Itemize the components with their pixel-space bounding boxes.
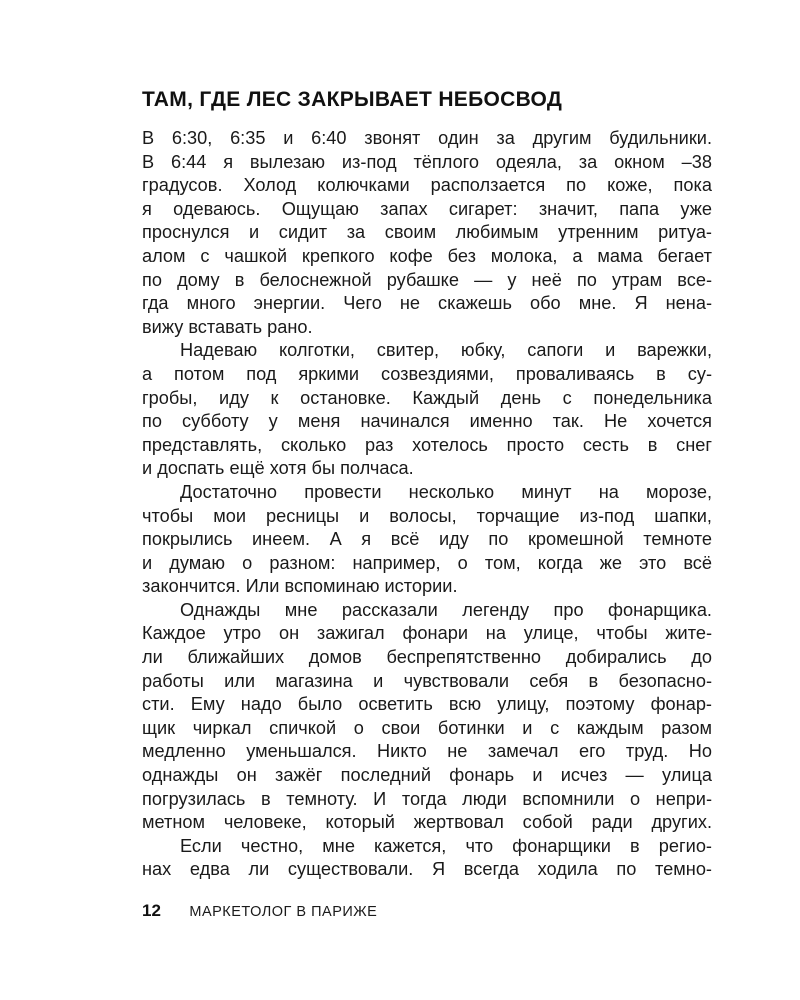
- text-line: представлять, сколько раз хотелось просто сесть в снег: [142, 434, 712, 455]
- chapter-title: ТАМ, ГДЕ ЛЕС ЗАКРЫВАЕТ НЕБОСВОД: [142, 88, 563, 111]
- text-line: ли ближайших домов беспрепятственно добирались до: [142, 647, 712, 668]
- paragraph: [142, 127, 712, 339]
- paragraph: [142, 835, 712, 882]
- text-line: медленно уменьшался. Никто не замечал его труд. Но: [142, 741, 712, 762]
- text-line: погрузилась в темноту. И тогда люди вспомнили о непри-: [142, 788, 712, 809]
- running-title: МАРКЕТОЛОГ В ПАРИЖЕ: [189, 904, 378, 920]
- body-text: [142, 127, 712, 882]
- paragraph: [142, 339, 712, 481]
- text-line: В 6:44 я вылезаю из-под тёплого одеяла, за окном –38: [142, 151, 712, 172]
- text-line: по дому в белоснежной рубашке — у неё по утрам все-: [142, 269, 712, 290]
- text-line: В 6:30, 6:35 и 6:40 звонят один за другим будильники.: [142, 128, 712, 148]
- text-line: по субботу у меня начинался именно так. Не хочется: [142, 411, 712, 432]
- text-line: Однажды мне рассказали легенду про фонарщика.: [180, 599, 712, 620]
- text-line: я одеваюсь. Ощущаю запах сигарет: значит, папа уже: [142, 198, 712, 219]
- text-line: Если честно, мне кажется, что фонарщики в регио-: [180, 835, 712, 856]
- text-line: работы или магазина и чувствовали себя в безопасно-: [142, 670, 712, 691]
- text-line: щик чиркал спичкой о свои ботинки и с каждым разом: [142, 717, 712, 738]
- text-line: алом с чашкой крепкого кофе без молока, а мама бегает: [142, 245, 712, 266]
- text-line: чтобы мои ресницы и волосы, торчащие из-под шапки,: [142, 505, 712, 526]
- text-line: метном человеке, который жертвовал собой ради других.: [142, 812, 712, 833]
- text-line: Каждое утро он зажигал фонари на улице, чтобы жите-: [142, 623, 712, 644]
- book-page: [142, 0, 712, 1000]
- text-line: закончится. Или вспоминаю истории.: [142, 576, 458, 597]
- page-number: 12: [142, 901, 161, 920]
- text-line: Достаточно провести несколько минут на морозе,: [180, 481, 712, 502]
- text-line: Надеваю колготки, свитер, юбку, сапоги и варежки,: [180, 340, 712, 361]
- text-line: сти. Ему надо было осветить всю улицу, поэтому фонар-: [142, 694, 712, 715]
- text-line: гробы, иду к остановке. Каждый день с понедельника: [142, 387, 712, 408]
- text-line: а потом под яркими созвездиями, проваливаясь в су-: [142, 363, 712, 384]
- text-line: нах едва ли существовали. Я всегда ходила по темно-: [142, 859, 712, 880]
- text-line: покрылись инеем. А я всё иду по кромешной темноте: [142, 529, 712, 550]
- text-line: гда много энергии. Чего не скажешь обо мне. Я нена-: [142, 293, 712, 314]
- text-line: и доспать ещё хотя бы полчаса.: [142, 458, 414, 479]
- paragraph: [142, 599, 712, 835]
- text-line: вижу вставать рано.: [142, 316, 313, 337]
- text-line: проснулся и сидит за своим любимым утренним ритуа-: [142, 222, 712, 243]
- text-line: однажды он зажёг последний фонарь и исчез — улица: [142, 765, 712, 786]
- paragraph: [142, 481, 712, 599]
- text-line: градусов. Холод колючками расползается по коже, пока: [142, 175, 712, 196]
- page-footer: [142, 900, 377, 923]
- text-line: и думаю о разном: например, о том, когда же это всё: [142, 552, 712, 573]
